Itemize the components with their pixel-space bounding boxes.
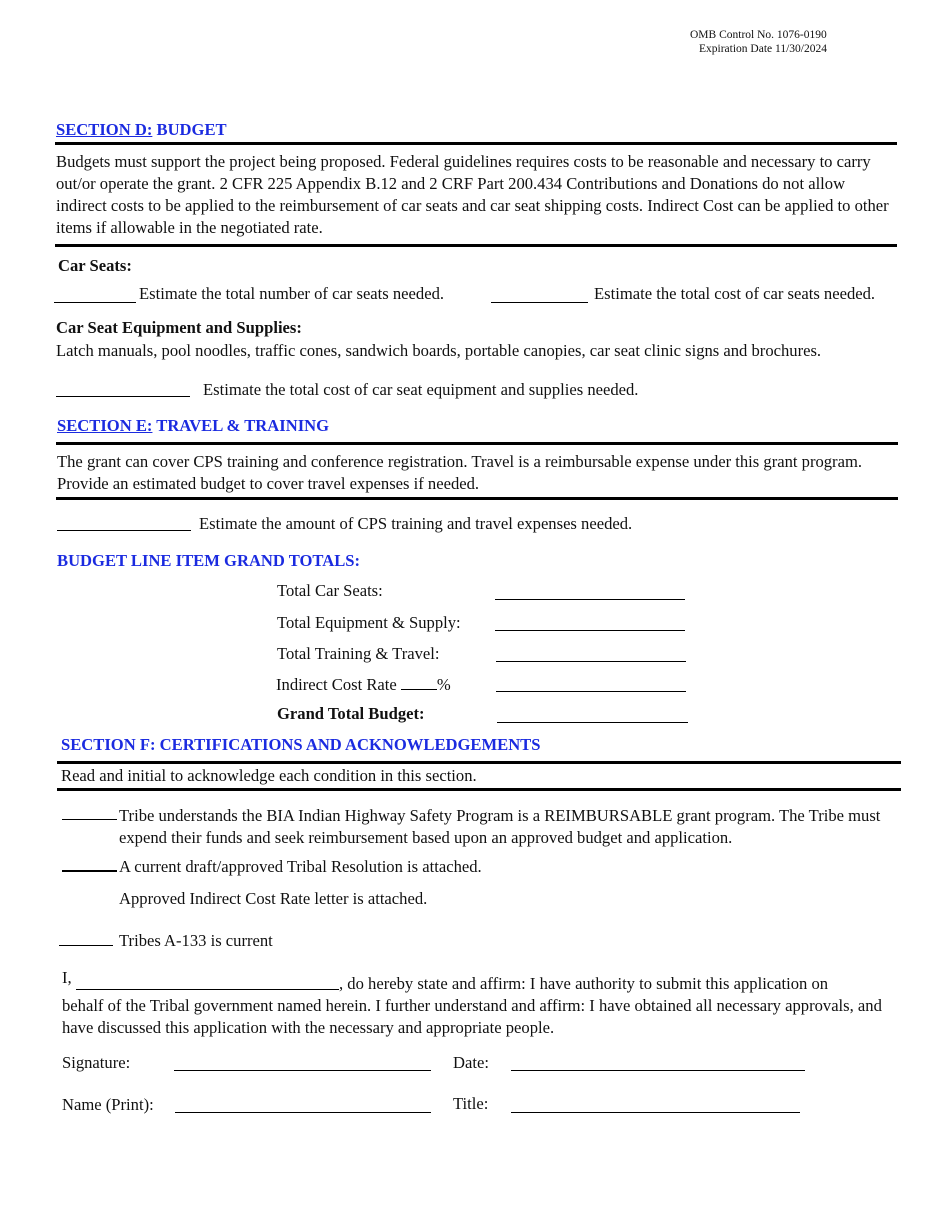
item2-initial-blank[interactable] xyxy=(62,870,117,872)
section-e-title: TRAVEL & TRAINING xyxy=(152,416,330,435)
total-car-seats-field[interactable] xyxy=(495,599,685,600)
total-training-field[interactable] xyxy=(496,661,686,662)
section-f-heading: SECTION F: CERTIFICATIONS AND ACKNOWLEDGEMENTS xyxy=(61,735,541,754)
item1-text: Tribe understands the BIA Indian Highway Safety Program is a REIMBURSABLE grant program. The Tribe must expend their funds and seek reimbursement based upon an approved budget and application. xyxy=(119,806,881,847)
affirm-prefix: I, xyxy=(62,968,72,987)
total-equipment-field[interactable] xyxy=(495,630,685,631)
total-car-seats-label: Total Car Seats: xyxy=(277,581,383,600)
section-f-bottom-rule xyxy=(57,788,901,791)
affirm-continuation: behalf of the Tribal government named herein. I further understand and affirm: I have obtained all necessary approvals, and have discussed this application with the necessary and appropriate people. xyxy=(62,996,882,1037)
item1-initial-blank[interactable] xyxy=(62,819,117,820)
car-seats-cost-blank[interactable] xyxy=(491,302,588,303)
section-e-top-rule xyxy=(56,442,898,445)
section-d-intro: Budgets must support the project being proposed. Federal guidelines requires costs to be reasonable and necessary to carry out/or operate the grant. 2 CFR 225 Appendix B.12 and 2 CRF Part 200.434 Contributions and Donations do not allow indirect costs to be applied to the reimbursement of car seats and car seat shipping costs. Indirect Cost can be applied to other items if allowable in the negotiated rate. xyxy=(56,152,889,237)
affirm-text: , do hereby state and affirm: I have authority to submit this application on xyxy=(339,974,829,993)
signature-label: Signature: xyxy=(62,1053,131,1072)
equipment-heading: Car Seat Equipment and Supplies: xyxy=(56,318,302,337)
section-d-heading xyxy=(56,120,227,140)
indirect-rate-blank[interactable] xyxy=(401,673,437,690)
car-seats-heading: Car Seats: xyxy=(58,256,132,275)
equipment-list: Latch manuals, pool noodles, traffic cones, sandwich boards, portable canopies, car seat clinic signs and brochures. xyxy=(56,341,822,360)
section-d-label: SECTION D: xyxy=(56,120,153,139)
car-seats-number-blank[interactable] xyxy=(54,302,136,303)
section-e-label: SECTION E: xyxy=(57,416,153,435)
signature-field[interactable] xyxy=(174,1070,431,1071)
indirect-cost-label: Indirect Cost Rate xyxy=(276,675,401,694)
section-e-intro: The grant can cover CPS training and conference registration. Travel is a reimbursable expense under this grant program. Provide an estimated budget to cover travel expenses if needed. xyxy=(57,452,863,493)
date-field[interactable] xyxy=(511,1070,805,1071)
total-equipment-label: Total Equipment & Supply: xyxy=(277,613,461,632)
name-print-field[interactable] xyxy=(175,1112,431,1113)
section-d-bottom-rule xyxy=(55,244,897,247)
item4-text: Tribes A-133 is current xyxy=(119,931,273,950)
expiration-date: Expiration Date 11/30/2024 xyxy=(699,43,827,55)
section-e-bottom-rule xyxy=(56,497,898,500)
title-field[interactable] xyxy=(511,1112,800,1113)
grand-total-label: Grand Total Budget: xyxy=(277,704,425,723)
item4-initial-blank[interactable] xyxy=(59,945,113,946)
car-seats-number-label: Estimate the total number of car seats needed. xyxy=(139,284,445,303)
section-e-heading xyxy=(57,416,329,436)
travel-estimate-label: Estimate the amount of CPS training and travel expenses needed. xyxy=(199,514,633,533)
totals-heading: BUDGET LINE ITEM GRAND TOTALS: xyxy=(57,551,361,570)
section-f-top-rule xyxy=(57,761,901,764)
travel-estimate-blank[interactable] xyxy=(57,530,191,531)
affirm-name-blank[interactable] xyxy=(76,989,339,990)
section-d-title: BUDGET xyxy=(152,120,227,139)
item3-text: Approved Indirect Cost Rate letter is attached. xyxy=(119,889,428,908)
name-print-label: Name (Print): xyxy=(62,1095,154,1114)
title-label: Title: xyxy=(453,1094,489,1113)
section-f-instructions: Read and initial to acknowledge each condition in this section. xyxy=(61,766,477,785)
indirect-cost-rate xyxy=(276,673,451,696)
date-label: Date: xyxy=(453,1053,489,1072)
indirect-cost-field[interactable] xyxy=(496,691,686,692)
total-training-label: Total Training & Travel: xyxy=(277,644,440,663)
indirect-cost-percent: % xyxy=(436,675,451,694)
grand-total-field[interactable] xyxy=(497,722,688,723)
omb-control-number: OMB Control No. 1076-0190 xyxy=(690,29,827,41)
section-d-top-rule xyxy=(55,142,897,145)
equipment-cost-blank[interactable] xyxy=(56,396,190,397)
equipment-cost-label: Estimate the total cost of car seat equipment and supplies needed. xyxy=(203,380,639,399)
car-seats-cost-label: Estimate the total cost of car seats needed. xyxy=(594,284,876,303)
item2-text: A current draft/approved Tribal Resolution is attached. xyxy=(119,857,482,876)
